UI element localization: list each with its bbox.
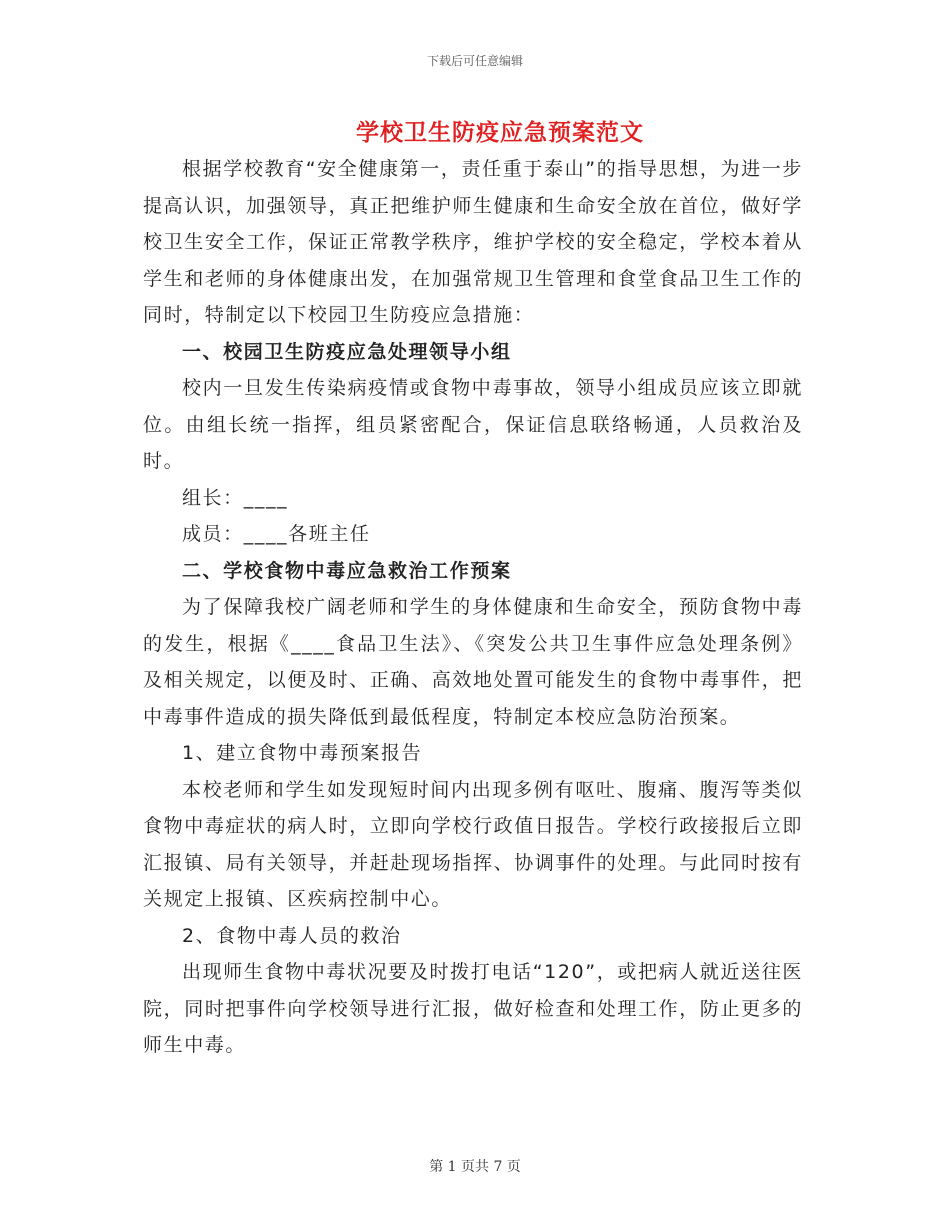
paragraph: 校内一旦发生传染病疫情或食物中毒事故，领导小组成员应该立即就位。由组长统一指挥，组员紧密配合，保证信息联络畅通，人员救治及时。 <box>143 377 803 472</box>
section-heading-2: 二、学校食物中毒应急救治工作预案 <box>181 559 512 582</box>
intro-paragraph: 根据学校教育“安全健康第一，责任重于泰山”的指导思想，为进一步提高认识，加强领导，真正把维护师生健康和生命安全放在首位，做好学校卫生安全工作，保证正常教学秩序，维护学校的安全稳定，学校本着从学生和老师的身体健康出发，在加强常规卫生管理和食堂食品卫生工作的同时，特制定以下校园卫生防疫应急措施： <box>143 158 803 326</box>
group-leader-line: 组长：____ <box>181 486 289 509</box>
page-footer: 第 1 页共 7 页 <box>429 1159 521 1175</box>
paragraph: 出现师生食物中毒状况要及时拨打电话“120”，或把病人就近送往医院，同时把事件向学校领导进行汇报，做好检查和处理工作，防止更多的师生中毒。 <box>143 961 803 1056</box>
group-members-line: 成员：____各班主任 <box>181 523 371 545</box>
document-body <box>143 151 803 1064</box>
subsection-heading-2: 2、食物中毒人员的救治 <box>181 924 402 947</box>
paragraph: 本校老师和学生如发现短时间内出现多例有呕吐、腹痛、腹泻等类似食物中毒症状的病人时，立即向学校行政值日报告。学校行政接报后立即汇报镇、局有关领导，并赶赴现场指挥、协调事件的处理。与此同时按有关规定上报镇、区疾病控制中心。 <box>143 778 803 910</box>
subsection-heading-1: 1、建立食物中毒预案报告 <box>181 742 423 764</box>
document-title: 学校卫生防疫应急预案范文 <box>356 119 644 146</box>
header-note: 下载后可任意编辑 <box>426 54 523 68</box>
paragraph: 为了保障我校广阔老师和学生的身体健康和生命安全，预防食物中毒的发生，根据《____食品卫生法》、《突发公共卫生事件应急处理条例》及相关规定，以便及时、正确、高效地处置可能发生的食物中毒事件，把中毒事件造成的损失降低到最低程度，特制定本校应急防治预案。 <box>143 596 803 728</box>
section-heading-1: 一、校园卫生防疫应急处理领导小组 <box>181 340 512 363</box>
